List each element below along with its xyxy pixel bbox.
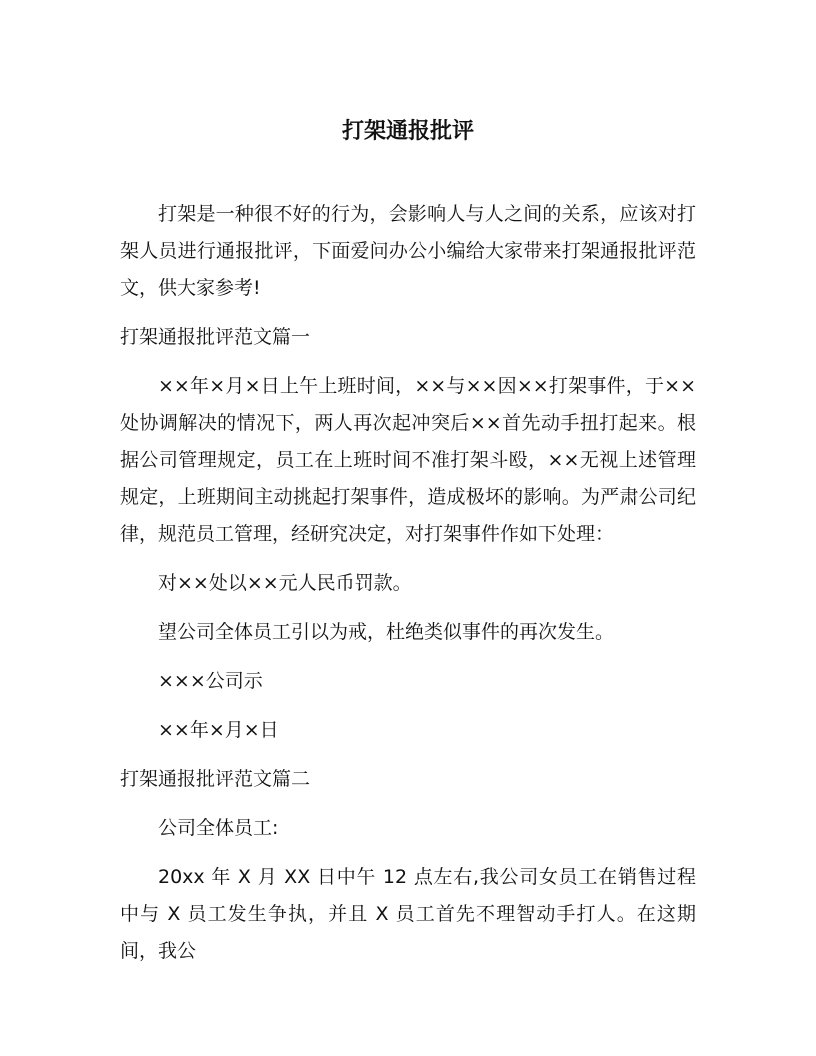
document-body bbox=[120, 196, 696, 982]
intro-paragraph: 打架是一种很不好的行为，会影响人与人之间的关系，应该对打架人员进行通报批评，下面爱问办公小编给大家带来打架通报批评范文，供大家参考! bbox=[120, 203, 696, 299]
section-heading-2: 打架通报批评范文篇二 bbox=[120, 768, 311, 790]
body-paragraph: 20xx 年 X 月 XX 日中午 12 点左右,我公司女员工在销售过程中与 X 员工发生争执，并且 X 员工首先不理智动手打人。在这期间，我公 bbox=[120, 866, 696, 962]
document-title: 打架通报批评 bbox=[341, 119, 474, 144]
date-line: ××年×月×日 bbox=[158, 719, 279, 741]
body-paragraph: ××年×月×日上午上班时间，××与××因××打架事件，于××处协调解决的情况下，两人再次起冲突后××首先动手扭打起来。根据公司管理规定，员工在上班时间不准打架斗殴，××无视上述管理规定，上班期间主动挑起打架事件，造成极坏的影响。为严肃公司纪律，规范员工管理，经研究决定，对打架事件作如下处理： bbox=[120, 375, 696, 545]
signature-line: ×××公司示 bbox=[158, 670, 263, 692]
body-paragraph: 望公司全体员工引以为戒，杜绝类似事件的再次发生。 bbox=[158, 621, 615, 643]
section-heading-1: 打架通报批评范文篇一 bbox=[120, 326, 311, 348]
body-paragraph: 对××处以××元人民币罚款。 bbox=[158, 572, 412, 594]
salutation-line: 公司全体员工: bbox=[158, 817, 279, 839]
